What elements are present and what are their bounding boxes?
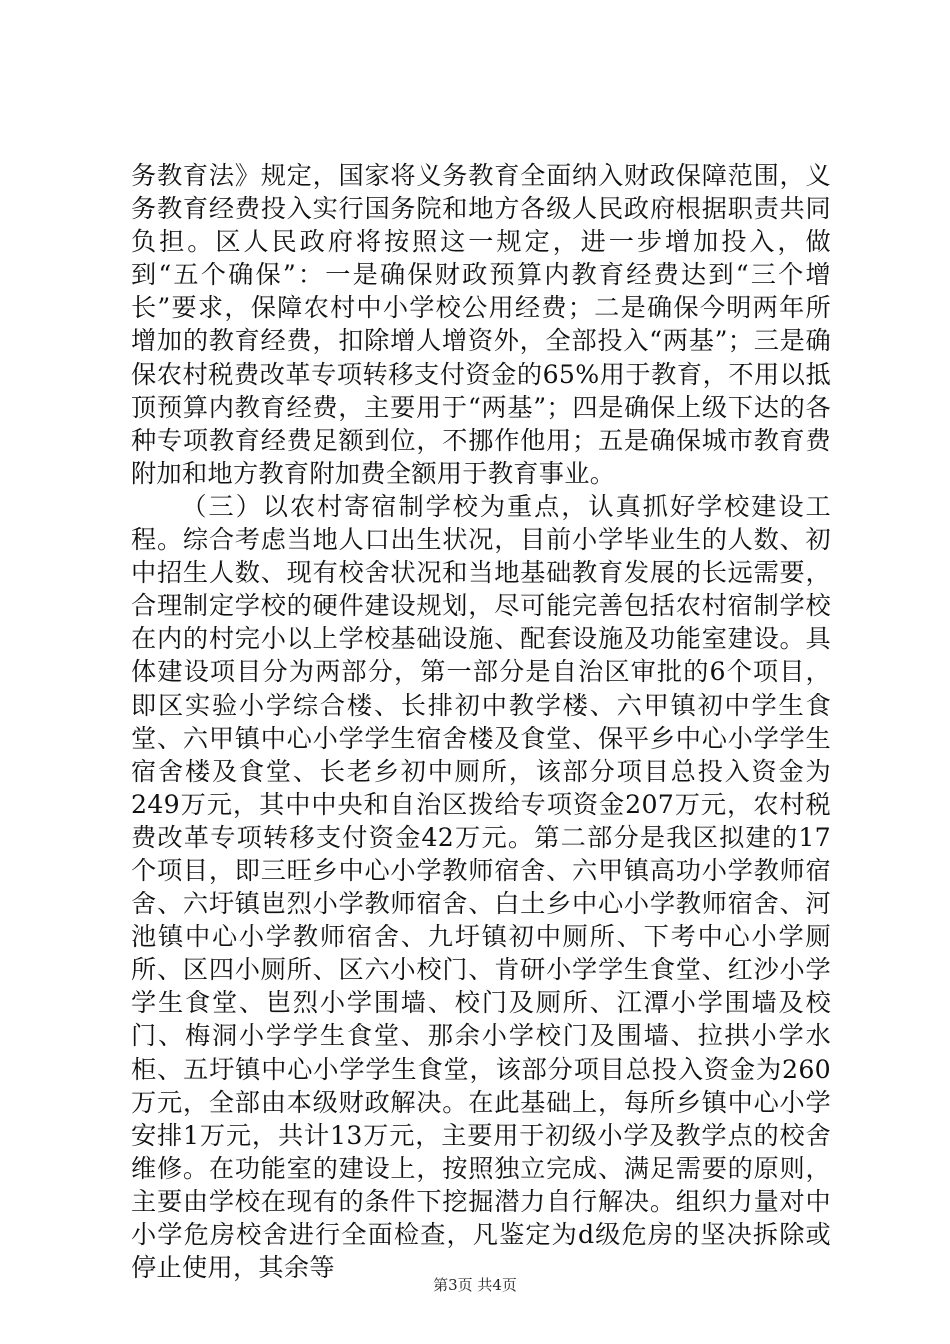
page-footer: 第3页 共4页: [433, 1276, 517, 1294]
paragraph-school-construction: （三）以农村寄宿制学校为重点，认真抓好学校建设工程。综合考虑当地人口出生状况，目前小学毕业生的人数、初中招生人数、现有校舍状况和当地基础教育发展的长远需要，合理制定学校的硬件建设规划，尽可能完善包括农村宿制学校在内的村完小以上学校基础设施、配套设施及功能室建设。具体建设项目分为两部分，第一部分是自治区审批的6个项目，即区实验小学综合楼、长排初中教学楼、六甲镇初中学生食堂、六甲镇中心小学学生宿舍楼及食堂、保平乡中心小学学生宿舍楼及食堂、长老乡初中厕所，该部分项目总投入资金为249万元，其中中央和自治区拨给专项资金207万元，农村税费改革专项转移支付资金42万元。第二部分是我区拟建的17个项目，即三旺乡中心小学教师宿舍、六甲镇高功小学教师宿舍、六圩镇岜烈小学教师宿舍、白土乡中心小学教师宿舍、河池镇中心小学教师宿舍、九圩镇初中厕所、下考中心小学厕所、区四小厕所、区六小校门、肯研小学学生食堂、红沙小学学生食堂、岜烈小学围墙、校门及厕所、江潭小学围墙及校门、梅洞小学学生食堂、那余小学校门及围墙、拉拱小学水柜、五圩镇中心小学学生食堂，该部分项目总投入资金为260万元，全部由本级财政解决。在此基础上，每所乡镇中心小学安排1万元，共计13万元，主要用于初级小学及教学点的校舍维修。在功能室的建设上，按照独立完成、满足需要的原则，主要由学校在现有的条件下挖掘潜力自行解决。组织力量对中小学危房校舍进行全面检查，凡鉴定为d级危房的坚决拆除或停止使用，其余等: [131, 491, 831, 1283]
document-body: [131, 159, 831, 1284]
paragraph-funding-guarantees: 务教育法》规定，国家将义务教育全面纳入财政保障范围，义务教育经费投入实行国务院和地方各级人民政府根据职责共同负担。区人民政府将按照这一规定，进一步增加投入，做到“五个确保”：一是确保财政预算内教育经费达到“三个增长”要求，保障农村中小学校公用经费；二是确保今明两年所增加的教育经费，扣除增人增资外，全部投入“两基”；三是确保农村税费改革专项转移支付资金的65%用于教育，不用以抵顶预算内教育经费，主要用于“两基”；四是确保上级下达的各种专项教育经费足额到位，不挪作他用；五是确保城市教育费附加和地方教育附加费全额用于教育事业。: [131, 161, 831, 488]
